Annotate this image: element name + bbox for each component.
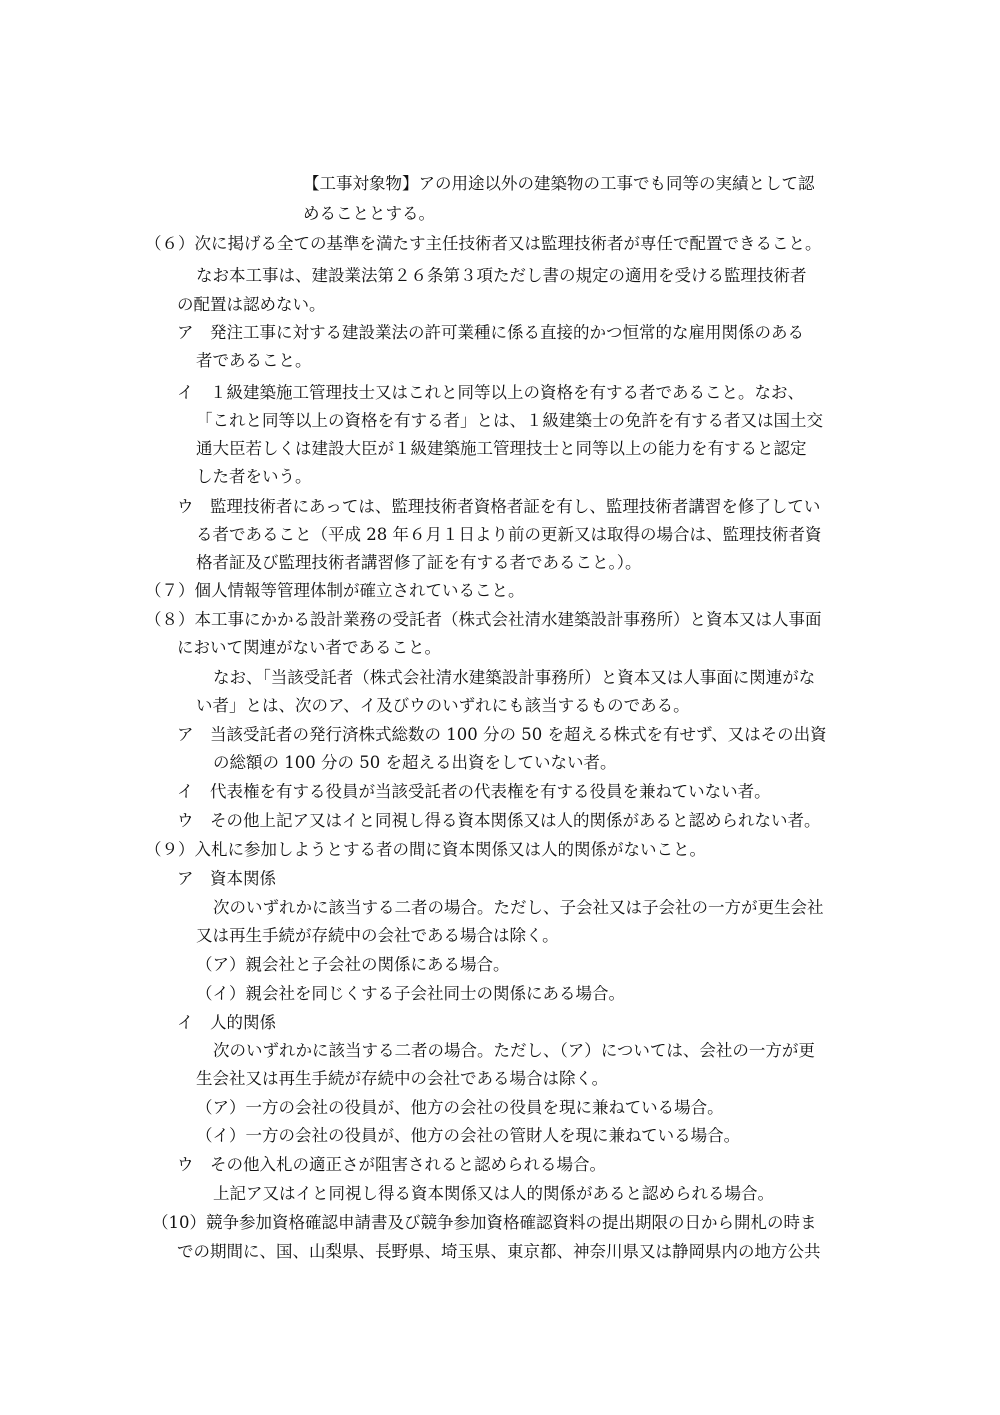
text-line: 格者証及び監理技術者講習修了証を有する者であること。）。 [196, 553, 642, 572]
text-line: 生会社又は再生手続が存続中の会社である場合は除く。 [196, 1069, 609, 1088]
list-item: ウ 監理技術者にあっては、監理技術者資格者証を有し、監理技術者講習を修了してい [177, 497, 821, 516]
section-heading-6: （６）次に掲げる全ての基準を満たす主任技術者又は監理技術者が専任で配置できること。 [145, 234, 822, 253]
list-item: ア 発注工事に対する建設業法の許可業種に係る直接的かつ恒常的な雇用関係のある [177, 323, 804, 342]
list-item: ウ その他上記ア又はイと同視し得る資本関係又は人的関係があると認められない者。 [177, 811, 821, 830]
text-line: において関連がない者であること。 [177, 638, 441, 657]
section-heading-10: （10）競争参加資格確認申請書及び競争参加資格確認資料の提出期限の日から開札の時ま [152, 1213, 817, 1232]
text-line: い者」とは、次のア、イ及びウのいずれにも該当するものである。 [196, 696, 690, 715]
sub-list-item: （イ）親会社を同じくする子会社同士の関係にある場合。 [196, 984, 625, 1003]
list-item: ア 当該受託者の発行済株式総数の 100 分の 50 を超える株式を有せず、又はその出資 [177, 725, 827, 744]
text-line: 「これと同等以上の資格を有する者」とは、１級建築士の免許を有する者又は国土交 [196, 411, 823, 430]
section-heading-8: （８）本工事にかかる設計業務の受託者（株式会社清水建築設計事務所）と資本又は人事面 [145, 610, 822, 629]
text-line: 通大臣若しくは建設大臣が１級建築施工管理技士と同等以上の能力を有すると認定 [196, 439, 807, 458]
text-line: 又は再生手続が存続中の会社である場合は除く。 [196, 926, 559, 945]
text-line: なお、「当該受託者（株式会社清水建築設計事務所）と資本又は人事面に関連がな [213, 668, 816, 687]
list-item: イ １級建築施工管理技士又はこれと同等以上の資格を有する者であること。なお、 [177, 383, 804, 402]
list-item: イ 人的関係 [177, 1013, 276, 1032]
section-heading-9: （９）入札に参加しようとする者の間に資本関係又は人的関係がないこと。 [145, 840, 706, 859]
text-line: 次のいずれかに該当する二者の場合。ただし、（ア）については、会社の一方が更 [213, 1041, 815, 1060]
text-line: した者をいう。 [196, 467, 312, 486]
list-item: ウ その他入札の適正さが阻害されると認められる場合。 [177, 1155, 606, 1174]
section-heading-7: （７）個人情報等管理体制が確立されていること。 [145, 581, 525, 600]
sub-list-item: （イ）一方の会社の役員が、他方の会社の管財人を現に兼ねている場合。 [196, 1126, 741, 1145]
text-line: の配置は認めない。 [177, 295, 326, 314]
list-item: イ 代表権を有する役員が当該受託者の代表権を有する役員を兼ねていない者。 [177, 782, 771, 801]
text-line: めることとする。 [303, 204, 435, 223]
text-line: 者であること。 [196, 351, 312, 370]
text-line: での期間に、国、山梨県、長野県、埼玉県、東京都、神奈川県又は静岡県内の地方公共 [177, 1242, 821, 1261]
list-item: ア 資本関係 [177, 869, 276, 888]
text-line: 上記ア又はイと同視し得る資本関係又は人的関係があると認められる場合。 [213, 1184, 774, 1203]
text-line: 【工事対象物】アの用途以外の建築物の工事でも同等の実績として認 [303, 174, 815, 193]
sub-list-item: （ア）一方の会社の役員が、他方の会社の役員を現に兼ねている場合。 [196, 1098, 724, 1117]
text-line: る者であること（平成 28 年６月１日より前の更新又は取得の場合は、監理技術者資 [196, 525, 822, 544]
sub-list-item: （ア）親会社と子会社の関係にある場合。 [196, 955, 510, 974]
text-line: なお本工事は、建設業法第２６条第３項ただし書の規定の適用を受ける監理技術者 [196, 266, 807, 285]
text-line: 次のいずれかに該当する二者の場合。ただし、子会社又は子会社の一方が更生会社 [213, 898, 824, 917]
text-line: の総額の 100 分の 50 を超える出資をしていない者。 [213, 753, 617, 772]
